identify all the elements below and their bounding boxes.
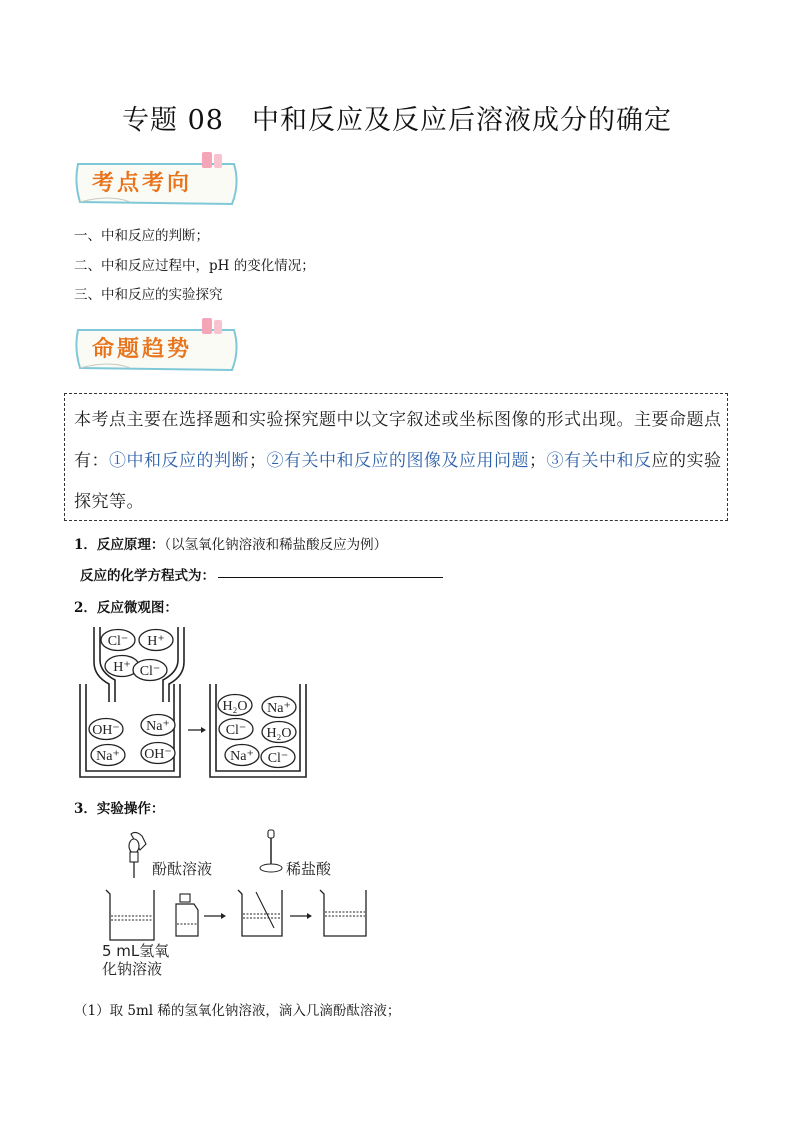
badge-trend-label: 命题趋势 <box>92 337 193 362</box>
ion-label: OH⁻ <box>92 723 120 738</box>
ion-particle <box>219 719 253 740</box>
indicator-bottle-icon <box>176 904 198 936</box>
experiment-step-1: （1）取 5ml 稀的氢氧化钠溶液，滴入几滴酚酞溶液； <box>74 1003 401 1019</box>
stirring-rod <box>256 892 274 928</box>
ion-particle <box>261 747 295 768</box>
trend-ending: 应的实验探究等。 <box>74 451 722 512</box>
badge-exam-points <box>70 152 245 210</box>
ion-particle <box>91 745 125 766</box>
label-indicator: 酚酞溶液 <box>152 860 213 878</box>
ion-label: H₂O <box>222 699 248 714</box>
section-1-title: 1．反应原理： <box>74 537 165 553</box>
exam-point-item: 三、中和反应的实验探究 <box>74 287 223 303</box>
ion-label: Na⁺ <box>96 749 120 764</box>
ion-particle <box>139 630 173 651</box>
section-1-heading <box>74 533 387 553</box>
ion-particle <box>218 695 252 716</box>
ion-label: Cl⁻ <box>225 723 247 738</box>
ion-particle <box>141 715 175 736</box>
page-title: 专题 08 中和反应及反应后溶液成分的确定 <box>122 105 672 136</box>
reaction-arrow-head <box>201 727 206 733</box>
label-acid: 稀盐酸 <box>286 860 332 878</box>
ion-label: H₂O <box>266 726 292 741</box>
trend-intro: 本考点主要在选择题和实验探究题中以文字叙述或坐标图像的形式出现。主要命题点有： <box>74 410 722 471</box>
section-3-heading: 3．实验操作： <box>74 801 165 817</box>
micro-reaction-diagram <box>70 622 320 787</box>
beaker-3 <box>320 890 366 936</box>
ion-particle <box>262 697 296 718</box>
trend-point-3: ③有关中和反 <box>546 451 652 471</box>
ion-label: Cl⁻ <box>139 664 161 679</box>
ion-label: Na⁺ <box>267 701 291 716</box>
ion-particle <box>262 722 296 743</box>
label-base-line1: 5 mL氢氧 <box>102 942 170 960</box>
swirl-icon <box>260 864 282 872</box>
step-arrow-head <box>307 913 312 919</box>
label-base-line2: 化钠溶液 <box>102 960 163 978</box>
badge-exam-points-label: 考点考向 <box>92 171 193 196</box>
ion-particle <box>225 745 259 766</box>
badge-trend <box>70 318 245 376</box>
ion-label: Na⁺ <box>146 719 170 734</box>
ion-particle <box>101 630 135 651</box>
ion-label: Cl⁻ <box>267 751 289 766</box>
trend-box <box>64 393 728 521</box>
ion-particle <box>141 743 175 764</box>
dropper-bulb-icon <box>129 839 139 853</box>
trend-text <box>74 400 724 523</box>
exam-point-item: 一、中和反应的判断； <box>74 228 209 244</box>
beaker-2 <box>238 890 282 936</box>
ion-label: Na⁺ <box>230 749 254 764</box>
ion-particle <box>89 719 123 740</box>
beaker-1 <box>106 890 154 940</box>
ion-label: H⁺ <box>147 634 165 649</box>
bottle-neck <box>180 894 190 902</box>
exam-point-item: 二、中和反应过程中，pH 的变化情况； <box>74 258 315 274</box>
equation-blank-line <box>218 577 443 578</box>
dropper-neck <box>130 852 138 862</box>
trend-separator: ； <box>249 451 267 471</box>
ion-particle <box>133 660 167 681</box>
dropper-bulb-icon <box>268 830 274 838</box>
experiment-diagram <box>96 828 376 980</box>
section-2-heading: 2．反应微观图： <box>74 600 178 616</box>
equation-label: 反应的化学方程式为： <box>80 568 215 584</box>
step-arrow-head <box>221 913 226 919</box>
ion-label: Cl⁻ <box>107 634 129 649</box>
trend-point-1: ①中和反应的判断 <box>109 451 249 471</box>
ion-label: OH⁻ <box>144 747 172 762</box>
trend-separator: ； <box>529 451 547 471</box>
section-1-note: （以氢氧化钠溶液和稀盐酸反应为例） <box>164 537 388 553</box>
ion-label: H⁺ <box>113 660 131 675</box>
trend-point-2: ②有关中和反应的图像及应用问题 <box>266 451 529 471</box>
